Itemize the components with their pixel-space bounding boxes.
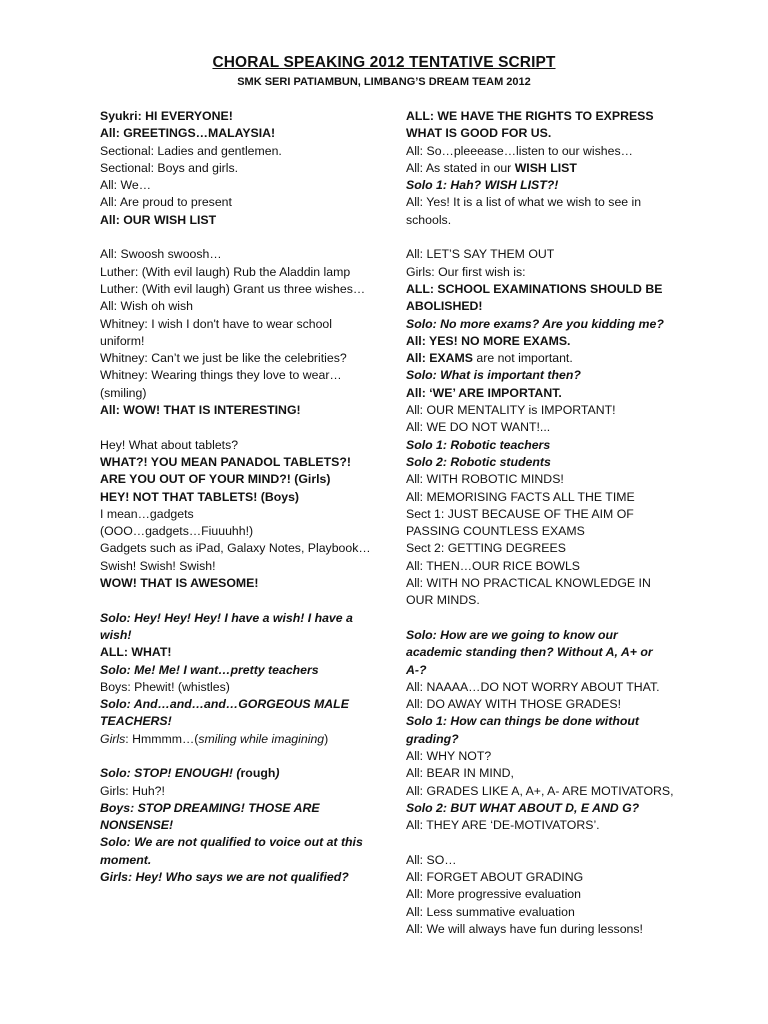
script-line: All: We will always have fun during lessons! bbox=[406, 921, 643, 936]
page-subtitle: SMK SERI PATIAMBUN, LIMBANG’S DREAM TEAM 2012 bbox=[237, 76, 531, 88]
script-line: (OOO…gadgets…Fiuuuhh!) bbox=[100, 524, 254, 539]
script-line: Solo 1: Hah? WISH LIST?! bbox=[406, 178, 559, 193]
script-line: Syukri: HI EVERYONE! bbox=[100, 109, 233, 123]
script-line: Luther: (With evil laugh) Rub the Aladdin lamp bbox=[100, 264, 351, 279]
script-line: All: MEMORISING FACTS ALL THE TIME bbox=[406, 489, 635, 504]
script-line: Gadgets such as iPad, Galaxy Notes, Playbook… bbox=[100, 541, 371, 556]
stage-direction: rough bbox=[240, 766, 276, 781]
script-line: Hey! What about tablets? bbox=[100, 437, 239, 452]
script-line: Girls: Huh?! bbox=[100, 783, 165, 798]
script-line: Luther: (With evil laugh) Grant us three wishes… bbox=[100, 281, 366, 296]
script-line: All: Swoosh swoosh… bbox=[100, 247, 222, 262]
script-line: WOW! THAT IS AWESOME! bbox=[100, 576, 259, 591]
script-line: Boys: Phewit! (whistles) bbox=[100, 679, 230, 694]
script-line: ALL: SCHOOL EXAMINATIONS SHOULD BE ABOLISHED! bbox=[406, 281, 663, 314]
script-line: All: Less summative evaluation bbox=[406, 904, 575, 919]
script-line: All: More progressive evaluation bbox=[406, 887, 581, 902]
script-line: Girls: Hey! Who says we are not qualified? bbox=[100, 870, 349, 885]
script-line: I mean…gadgets bbox=[100, 506, 194, 521]
script-line: Solo: And…and…and…GORGEOUS MALE TEACHERS! bbox=[100, 697, 349, 729]
script-line: All: So…pleeease…listen to our wishes… bbox=[406, 143, 633, 158]
script-line: All: DO AWAY WITH THOSE GRADES! bbox=[406, 697, 621, 712]
script-line: Solo 1: How can things be done without grading? bbox=[406, 714, 639, 746]
script-line: Solo: What is important then? bbox=[406, 368, 581, 383]
script-line: All: FORGET ABOUT GRADING bbox=[406, 870, 584, 885]
stanza-gap bbox=[406, 834, 676, 851]
script-line: All: ‘WE’ ARE IMPORTANT. bbox=[406, 385, 562, 400]
script-line: Boys: STOP DREAMING! THOSE ARE NONSENSE! bbox=[100, 800, 320, 833]
script-line: Solo: Hey! Hey! Hey! I have a wish! I have a wish! bbox=[100, 610, 353, 642]
script-line: All: YES! NO MORE EXAMS. bbox=[406, 333, 571, 348]
script-line: All: WHY NOT? bbox=[406, 748, 492, 763]
script-line: All: OUR MENTALITY is IMPORTANT! bbox=[406, 403, 616, 418]
script-line: ALL: WHAT! bbox=[100, 645, 172, 660]
script-line: All: Are proud to present bbox=[100, 195, 232, 210]
script-line: All: THEN…OUR RICE BOWLS bbox=[406, 558, 580, 573]
script-line: Whitney: Can’t we just be like the celebrities? bbox=[100, 351, 347, 366]
script-line: Whitney: I wish I don't have to wear school uniform! bbox=[100, 316, 333, 348]
script-line: All: Yes! It is a list of what we wish to see in schools. bbox=[406, 195, 642, 227]
script-line: Girls: Our first wish is: bbox=[406, 264, 526, 279]
script-line: HEY! NOT THAT TABLETS! (Boys) bbox=[100, 489, 300, 504]
line-text: are not important. bbox=[472, 351, 573, 366]
line-text: Solo: STOP! ENOUGH! ( bbox=[100, 766, 241, 781]
stanza-gap bbox=[406, 229, 676, 246]
script-line bbox=[100, 765, 372, 782]
script-line: All: NAAAA…DO NOT WORRY ABOUT THAT. bbox=[406, 679, 660, 694]
script-line: Solo: Me! Me! I want…pretty teachers bbox=[100, 662, 319, 677]
stanza-gap bbox=[100, 419, 372, 436]
script-line: Solo 2: BUT WHAT ABOUT D, E AND G? bbox=[406, 800, 640, 815]
script-line: All: GRADES LIKE A, A+, A- ARE MOTIVATORS, bbox=[406, 783, 674, 798]
stanza-gap bbox=[100, 748, 372, 765]
script-line: Solo: How are we going to know our academic standing then? Without A, A+ or A-? bbox=[406, 627, 653, 677]
script-line: All: BEAR IN MIND, bbox=[406, 766, 514, 781]
script-line: All: OUR WISH LIST bbox=[100, 212, 217, 227]
script-line bbox=[100, 731, 372, 748]
script-line: All: THEY ARE ‘DE-MOTIVATORS’. bbox=[406, 818, 600, 833]
script-line: ALL: WE HAVE THE RIGHTS TO EXPRESS WHAT IS GOOD FOR US. bbox=[406, 109, 654, 141]
script-line: Swish! Swish! Swish! bbox=[100, 558, 216, 573]
script-line: All: We… bbox=[100, 178, 152, 193]
stage-direction: smiling while imagining bbox=[198, 731, 325, 746]
script-line: All: WITH ROBOTIC MINDS! bbox=[406, 472, 564, 487]
script-line: Whitney: Wearing things they love to wear…(smiling) bbox=[100, 368, 342, 400]
script-line: Sect 1: JUST BECAUSE OF THE AIM OF PASSING COUNTLESS EXAMS bbox=[406, 506, 634, 539]
script-line: Sectional: Boys and girls. bbox=[100, 160, 239, 175]
script-line bbox=[406, 160, 676, 177]
script-line: All: GREETINGS…MALAYSIA! bbox=[100, 126, 276, 141]
script-line: Solo 2: Robotic students bbox=[406, 454, 551, 469]
script-line: Solo: No more exams? Are you kidding me? bbox=[406, 316, 664, 331]
speaker-label: Girls bbox=[100, 731, 126, 746]
script-line: Solo 1: Robotic teachers bbox=[406, 437, 551, 452]
line-emphasis: WISH LIST bbox=[514, 160, 577, 175]
stanza-gap bbox=[100, 592, 372, 609]
script-line: All: SO… bbox=[406, 852, 457, 867]
right-column bbox=[406, 108, 676, 938]
script-line: All: WITH NO PRACTICAL KNOWLEDGE IN OUR MINDS. bbox=[406, 576, 651, 608]
script-line: WHAT?! YOU MEAN PANADOL TABLETS?! ARE YOU OUT OF YOUR MIND?! (Girls) bbox=[100, 454, 351, 487]
script-line bbox=[406, 350, 676, 367]
line-text: All: As stated in our bbox=[406, 160, 515, 175]
script-line: All: WOW! THAT IS INTERESTING! bbox=[100, 403, 301, 418]
script-line: All: LET’S SAY THEM OUT bbox=[406, 247, 555, 262]
line-text: : Hmmmm…( bbox=[125, 731, 199, 746]
script-line: Solo: We are not qualified to voice out at this moment. bbox=[100, 835, 363, 867]
stanza-gap bbox=[406, 610, 676, 627]
stanza-gap bbox=[100, 229, 372, 246]
script-line: Sect 2: GETTING DEGREES bbox=[406, 541, 566, 556]
script-line: All: WE DO NOT WANT!... bbox=[406, 420, 551, 435]
page-title: CHORAL SPEAKING 2012 TENTATIVE SCRIPT bbox=[212, 54, 556, 71]
line-emphasis: All: EXAMS bbox=[406, 351, 473, 366]
script-line: Sectional: Ladies and gentlemen. bbox=[100, 143, 282, 158]
script-line: All: Wish oh wish bbox=[100, 299, 193, 314]
line-text: ) bbox=[275, 766, 280, 781]
left-column bbox=[100, 108, 372, 886]
line-text: ) bbox=[324, 731, 329, 746]
